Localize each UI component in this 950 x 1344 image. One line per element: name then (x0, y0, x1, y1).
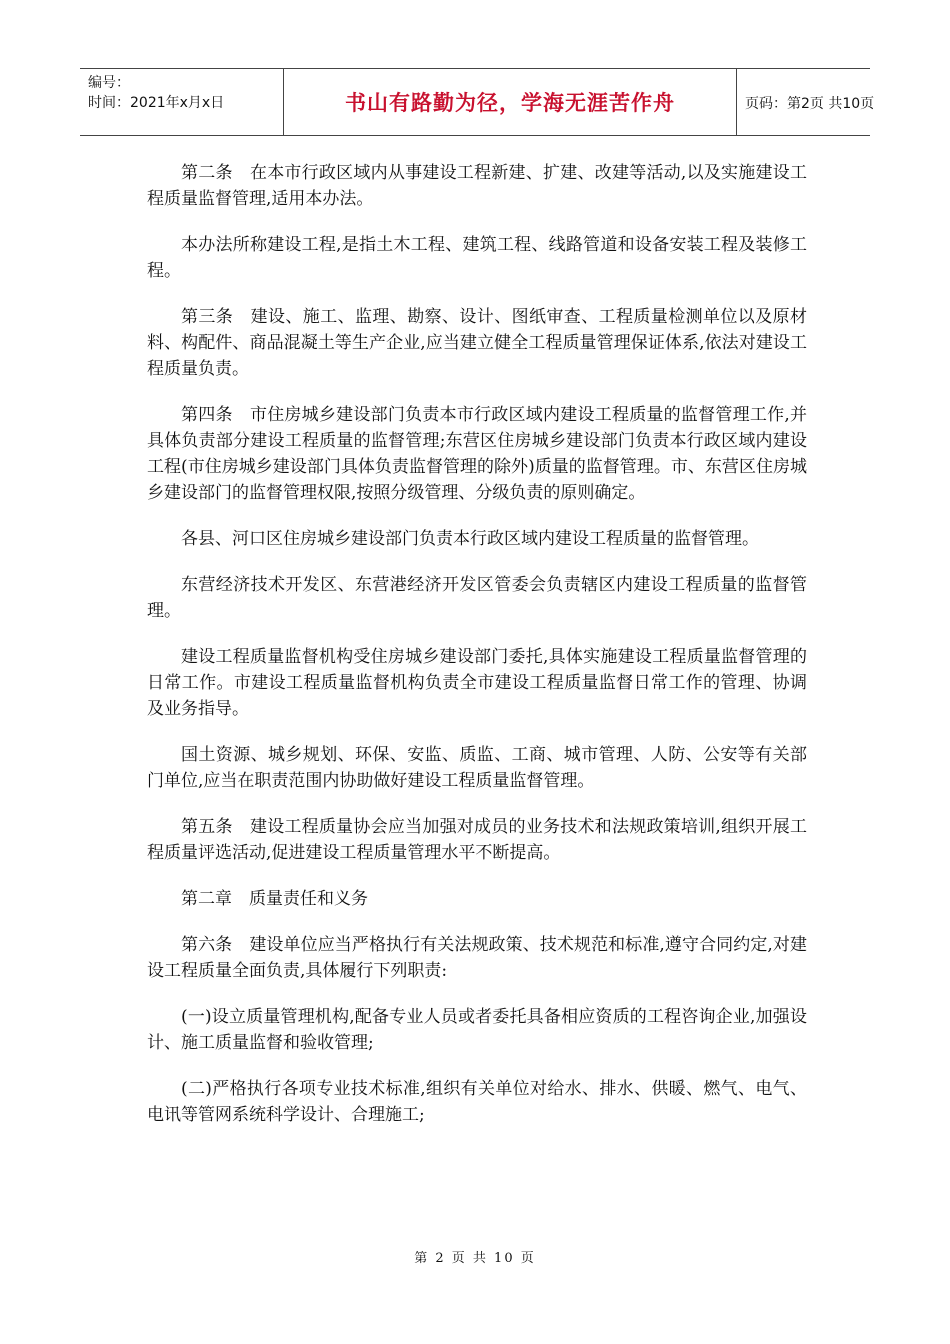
list-item-1: (一)设立质量管理机构,配备专业人员或者委托具备相应资质的工程咨询企业,加强设计、施工质量监督和验收管理; (147, 1007, 807, 1053)
document-date: 时间：2021年x月x日 (88, 95, 225, 111)
paragraph-article-5: 第五条 建设工程质量协会应当加强对成员的业务技术和法规政策培训,组织开展工程质量评选活动,促进建设工程质量管理水平不断提高。 (147, 817, 807, 863)
paragraph-article-6: 第六条 建设单位应当严格执行有关法规政策、技术规范和标准,遵守合同约定,对建设工程质量全面负责,具体履行下列职责: (147, 935, 807, 981)
paragraph-definition: 本办法所称建设工程,是指土木工程、建筑工程、线路管道和设备安装工程及装修工程。 (147, 235, 807, 281)
document-number-label: 编号： (88, 75, 130, 91)
document-header (80, 68, 875, 136)
header-info (88, 73, 284, 113)
paragraph-article-2: 第二条 在本市行政区域内从事建设工程新建、扩建、改建等活动,以及实施建设工程质量监督管理,适用本办法。 (147, 163, 807, 209)
page-footer: 第 2 页 共 10 页 (414, 1251, 536, 1266)
list-item-2: (二)严格执行各项专业技术标准,组织有关单位对给水、排水、供暖、燃气、电气、电讯等管网系统科学设计、合理施工; (147, 1079, 807, 1125)
document-body (147, 160, 807, 1148)
paragraph-supervision-agency: 建设工程质量监督机构受住房城乡建设部门委托,具体实施建设工程质量监督管理的日常工作。市建设工程质量监督机构负责全市建设工程质量监督日常工作的管理、协调及业务指导。 (147, 647, 807, 719)
header-motto: 书山有路勤为径，学海无涯苦作舟 (283, 69, 737, 135)
paragraph-article-3: 第三条 建设、施工、监理、勘察、设计、图纸审查、工程质量检测单位以及原材料、构配件、商品混凝土等生产企业,应当建立健全工程质量管理保证体系,依法对建设工程质量负责。 (147, 307, 807, 379)
header-page-info: 页码：第2页 共10页 (745, 96, 875, 112)
chapter-heading: 第二章 质量责任和义务 (181, 889, 368, 909)
paragraph-article-4: 第四条 市住房城乡建设部门负责本市行政区域内建设工程质量的监督管理工作,并具体负责部分建设工程质量的监督管理;东营区住房城乡建设部门负责本行政区域内建设工程(市住房城乡建设部门具体负责监督管理的除外)质量的监督管理。市、东营区住房城乡建设部门的监督管理权限,按照分级管理、分级负责的原则确定。 (147, 405, 807, 503)
paragraph-departments: 国土资源、城乡规划、环保、安监、质监、工商、城市管理、人防、公安等有关部门单位,应当在职责范围内协助做好建设工程质量监督管理。 (147, 745, 807, 791)
paragraph-dev-zones: 东营经济技术开发区、东营港经济开发区管委会负责辖区内建设工程质量的监督管理。 (147, 575, 807, 621)
paragraph-counties: 各县、河口区住房城乡建设部门负责本行政区域内建设工程质量的监督管理。 (181, 529, 759, 549)
